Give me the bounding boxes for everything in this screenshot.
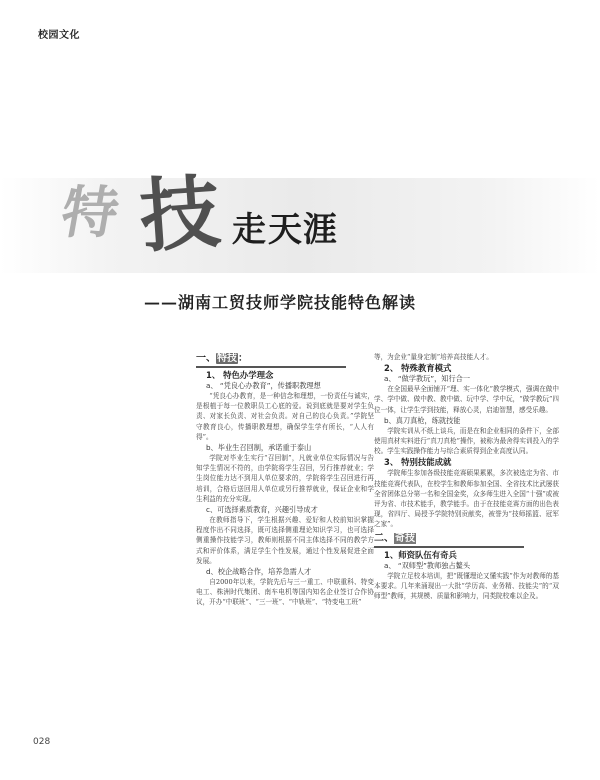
paragraph: 等，为企业“量身定制”培养高技能人才。 bbox=[374, 353, 493, 361]
paragraph: 在教师指导下，学生根据兴趣、爱好和人校前知识掌握程度作出不同选择，既可选择侧重理论知识学习，也可选择侧重操作技能学习，教师则根据不同主体选择不同的教学方式和评价体系，满足学生个性发展，通过个性发展促进全面发展。 bbox=[196, 516, 374, 565]
paragraph: 在全国最早全面铺开“理、实一体化”教学模式，强调在做中学、学中做、做中教、教中做、玩中学、学中玩，“做学教玩”四位一体，让学生学到技能，释放心灵，启迪智慧，感受乐趣。 bbox=[374, 385, 559, 414]
column-label: 校园文化 bbox=[38, 30, 80, 41]
title-char-5: 涯 bbox=[303, 210, 337, 250]
subsection-title: 3、 特别技能成就 bbox=[384, 457, 452, 468]
section-heading-1-highlight: 特技 bbox=[217, 353, 237, 364]
point-title: a、 “凭良心办教育”，传播职教理想 bbox=[206, 381, 321, 390]
title-char-1: 特 bbox=[56, 180, 124, 246]
paragraph: 学院对毕业生实行“召回制”，凡就业单位实际情况与告知学生情况不符的，由学院将学生召回，另行推荐就业；学生岗位能力达不到用人单位要求的，学院将学生召回进行再培训，合格后送回用人单位或另行推荐就业，保证企业和学生利益的充分实现。 bbox=[196, 454, 374, 503]
section-heading-2-prefix: 二、 bbox=[374, 532, 394, 544]
article-column-left bbox=[196, 352, 374, 609]
subsection-title: 1、 特色办学理念 bbox=[206, 370, 274, 380]
point-title: b、真刀真枪，练就技能 bbox=[384, 415, 461, 425]
point-title: a、 “做学教玩”，知行合一 bbox=[384, 374, 471, 384]
section-heading-1-suffix: ： bbox=[238, 353, 248, 364]
paragraph: 学院立足校本培训，把“既懂理论又懂实践”作为对教师的基本要求。几年来涌现出一大批“学历高、业务精、技能尖”的“双师型”教师，其规模、质量和影响力，同类院校难以企及。 bbox=[374, 571, 559, 601]
section-heading-2-highlight: 奇技 bbox=[395, 532, 415, 544]
paragraph: 学院师生参加各级技能竞赛硕果累累，多次被选定为省、市技能竞赛代表队，在校学生和教师参加全国、全省技术比武屡获全省团体总分第一名和全国金奖，众多师生进入全国“十强”或被评为省、市技术能手，教学能手。由于在技能竞赛方面的出色表现，省四厅、局授予学院特别贡献奖，被誉为“技师摇篮、冠军之家”。 bbox=[374, 469, 559, 529]
article-subtitle: ——湖南工贸技师学院技能特色解读 bbox=[144, 293, 417, 312]
article-column-right bbox=[374, 352, 559, 602]
point-title: c、可选择素质教育，兴趣引导成才 bbox=[206, 505, 318, 515]
paragraph: 自2000年以来，学院先后与三一重工、中联重科、特变电工、株洲时代集团、南车电机等国内知名企业签订合作协议，开办“中联班”、“三一班”、“中轨班”、“特变电工班” bbox=[196, 578, 374, 607]
paragraph: “凭良心办教育，是一种信念和理想，一份责任与诚实，是根植于每一位教职员工心底的爱。说到底就是要对学生负责、对家长负责、对社会负责。对自己的良心负责。”学院坚守教育良心，传播职教理想，确保学生学有所长，“人人有得”。 bbox=[196, 392, 374, 441]
subsection-title: 2、 特殊教育模式 bbox=[384, 363, 452, 374]
point-title: d、校企战略合作，培养急需人才 bbox=[206, 567, 312, 577]
section-heading-1-prefix: 一、 bbox=[196, 353, 216, 364]
page-number: 028 bbox=[33, 737, 51, 747]
hero-banner bbox=[0, 160, 600, 285]
paragraph: 学院实训从不纸上谈兵，而是在和企业相同的条件下，全部使用真材实料进行“真刀真枪”操作，被称为最舍得实训投入的学校。学生实践操作能力与综合素质得到企业高度认同。 bbox=[374, 426, 559, 456]
section-heading-1 bbox=[196, 352, 374, 365]
point-title: a、 “双师型”教师独占鳌头 bbox=[384, 560, 471, 570]
subsection-title: 1、师资队伍有奇兵 bbox=[384, 549, 457, 560]
heading-underline bbox=[374, 546, 524, 548]
section-heading-2 bbox=[374, 532, 559, 545]
heading-underline bbox=[196, 366, 346, 368]
title-char-3: 走 bbox=[232, 210, 266, 250]
title-char-4: 天 bbox=[268, 210, 302, 250]
title-char-2: 技 bbox=[136, 164, 224, 264]
point-title: b、毕业生召回制，承诺重于泰山 bbox=[206, 443, 312, 453]
